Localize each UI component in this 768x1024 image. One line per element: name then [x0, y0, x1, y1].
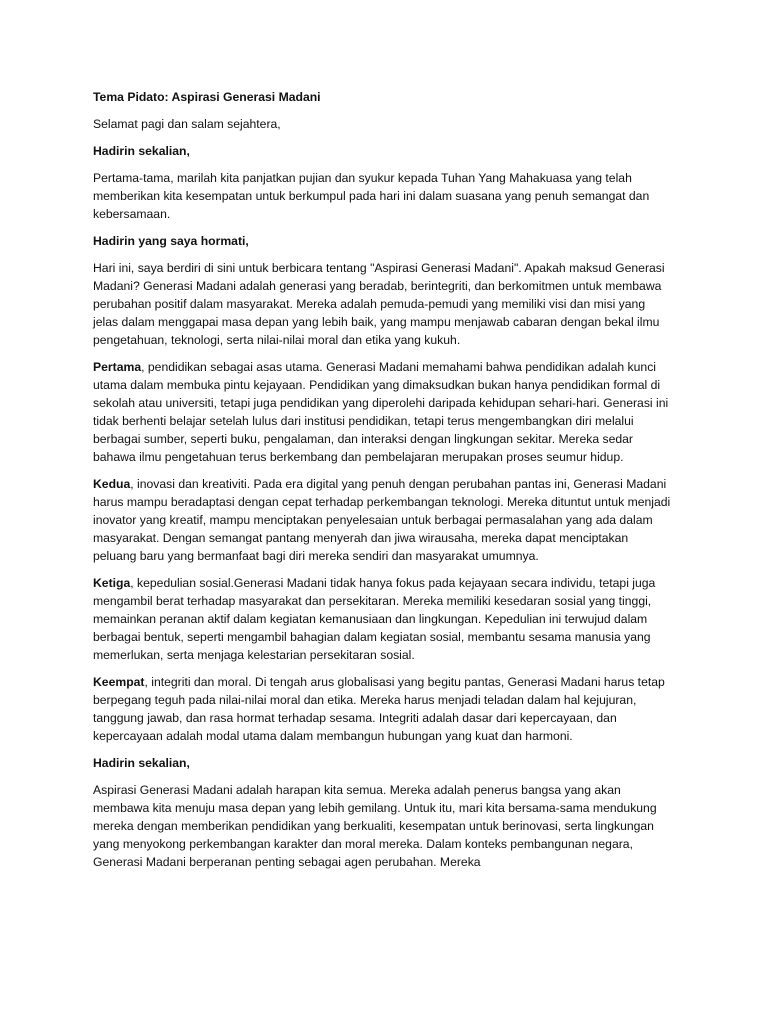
point-3-lead: Ketiga — [93, 576, 131, 590]
paragraph-opening: Pertama-tama, marilah kita panjatkan pujian dan syukur kepada Tuhan Yang Mahakuasa yang telah memberikan kita kesempatan untuk berkumpul pada hari ini dalam suasana yang penuh semangat dan kebersamaan. — [93, 171, 650, 221]
paragraph-point-2 — [93, 475, 673, 565]
speech-title: Tema Pidato: Aspirasi Generasi Madani — [93, 90, 321, 104]
document-page — [93, 88, 673, 880]
point-4-lead: Keempat — [93, 675, 145, 689]
paragraph-point-3 — [93, 574, 673, 664]
paragraph-closing: Aspirasi Generasi Madani adalah harapan kita semua. Mereka adalah penerus bangsa yang akan membawa kita menuju masa depan yang lebih gemilang. Untuk itu, mari kita bersama-sama mendukung mereka dengan memberikan pendidikan yang berkualiti, kesempatan untuk berinovasi, serta lingkungan yang menyokong perkembangan karakter dan moral mereka. Dalam konteks pembangunan negara, Generasi Madani berperanan penting sebagai agen perubahan. Mereka — [93, 783, 657, 869]
audience-address-2: Hadirin yang saya hormati, — [93, 234, 249, 248]
paragraph-point-4 — [93, 673, 673, 745]
point-1-lead: Pertama — [93, 360, 142, 374]
paragraph-introduction: Hari ini, saya berdiri di sini untuk berbicara tentang "Aspirasi Generasi Madani". Apakah maksud Generasi Madani? Generasi Madani adalah generasi yang beradab, berintegriti, dan berkomitmen untuk membawa perubahan positif dalam masyarakat. Mereka adalah pemuda-pemudi yang memiliki visi dan misi yang jelas dalam menggapai masa depan yang lebih baik, yang mampu menjawab cabaran dengan bekal ilmu pengetahuan, teknologi, serta nilai-nilai moral dan etika yang kukuh. — [93, 261, 665, 347]
point-2-lead: Kedua — [93, 477, 131, 491]
paragraph-point-1 — [93, 358, 673, 466]
audience-address-1: Hadirin sekalian, — [93, 144, 190, 158]
point-2-text: , inovasi dan kreativiti. Pada era digital yang penuh dengan perubahan pantas ini, Generasi Madani harus mampu beradaptasi dengan cepat terhadap perkembangan teknologi. Mereka dituntut untuk menjadi inovator yang kreatif, mampu menciptakan penyelesaian untuk berbagai permasalahan yang ada dalam masyarakat. Dengan semangat pantang menyerah dan jiwa wirausaha, mereka dapat menciptakan peluang baru yang bermanfaat bagi diri mereka sendiri dan masyarakat umumnya. — [93, 477, 671, 563]
point-1-text: , pendidikan sebagai asas utama. Generasi Madani memahami bahwa pendidikan adalah kunci utama dalam membuka pintu kejayaan. Pendidikan yang dimaksudkan bukan hanya pendidikan formal di sekolah atau universiti, tetapi juga pendidikan yang diperolehi daripada kehidupan sehari-hari. Generasi ini tidak berhenti belajar setelah lulus dari institusi pendidikan, tetapi terus mengembangkan diri melalui berbagai sumber, seperti buku, pengalaman, dan interaksi dengan lingkungan sekitar. Mereka sedar bahawa ilmu pengetahuan terus berkembang dan pembelajaran merupakan proses seumur hidup. — [93, 360, 669, 464]
point-4-text: , integriti dan moral. Di tengah arus globalisasi yang begitu pantas, Generasi Madani harus tetap berpegang teguh pada nilai-nilai moral dan etika. Mereka harus menjadi teladan dalam hal kejujuran, tanggung jawab, dan rasa hormat terhadap sesama. Integriti adalah dasar dari kepercayaan, dan kepercayaan adalah modal utama dalam membangun hubungan yang kuat dan harmoni. — [93, 675, 665, 743]
audience-address-3: Hadirin sekalian, — [93, 756, 190, 770]
greeting: Selamat pagi dan salam sejahtera, — [93, 117, 281, 131]
point-3-text: , kepedulian sosial.Generasi Madani tidak hanya fokus pada kejayaan secara individu, tetapi juga mengambil berat terhadap masyarakat dan persekitaran. Mereka memiliki kesedaran sosial yang tinggi, memainkan peranan aktif dalam kegiatan kemanusiaan dan lingkungan. Kepedulian ini terwujud dalam berbagai bentuk, seperti mengambil bahagian dalam kegiatan sosial, membantu sesama manusia yang memerlukan, serta menjaga kelestarian persekitaran sosial. — [93, 576, 656, 662]
